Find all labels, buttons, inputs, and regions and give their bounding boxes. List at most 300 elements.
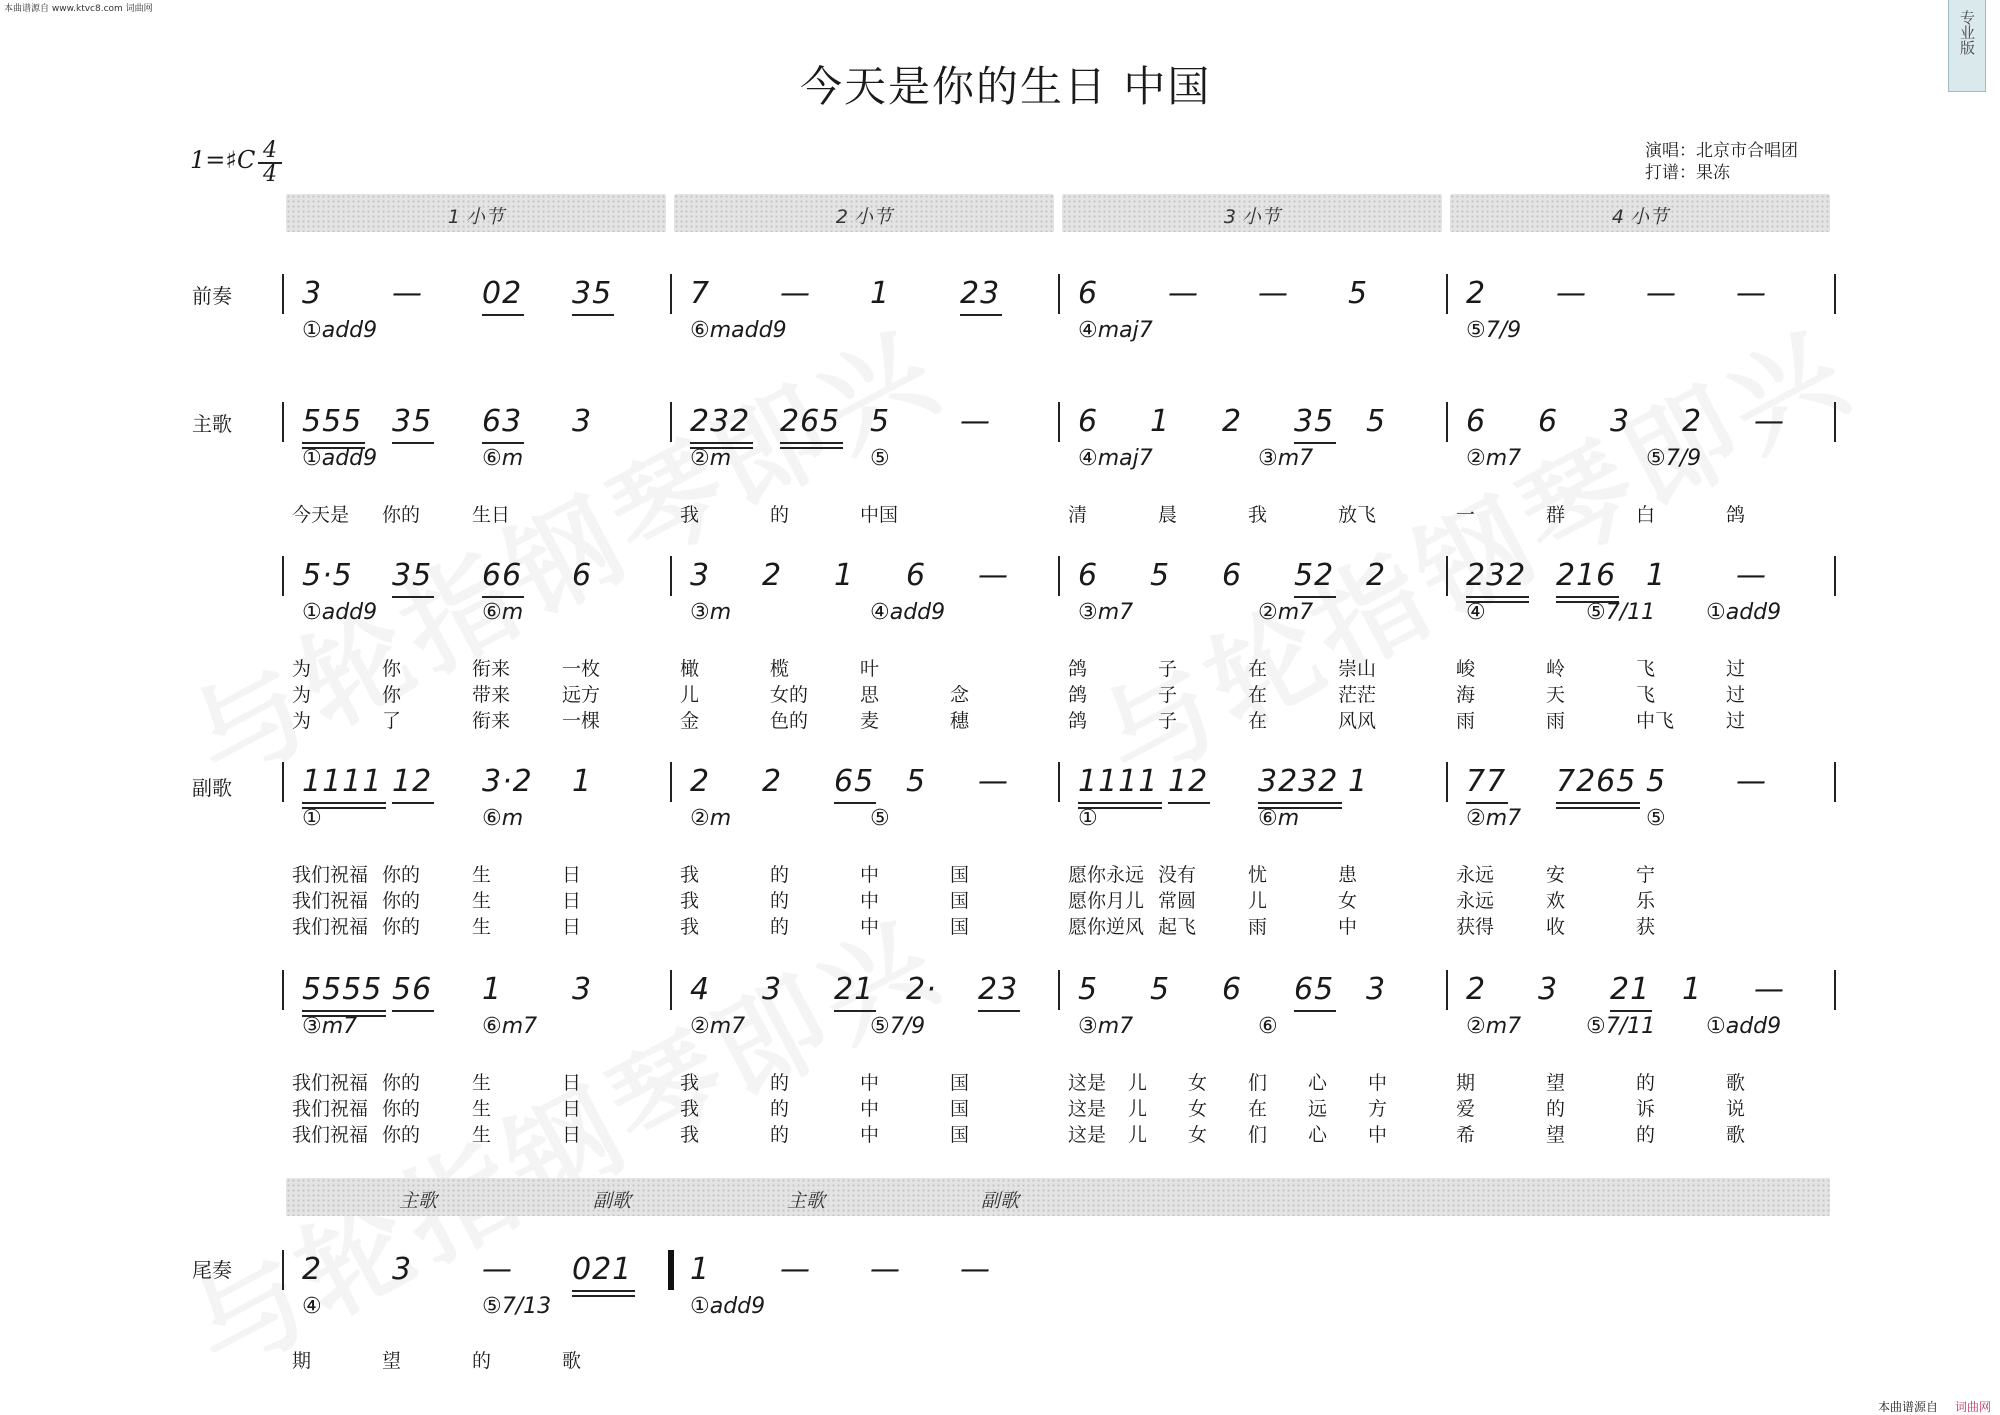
beam-underline bbox=[302, 442, 365, 444]
lyric-word: 收 bbox=[1546, 916, 1566, 938]
lyric-word: 远 bbox=[1308, 1098, 1328, 1120]
jianpu-note: 4 bbox=[690, 972, 711, 1007]
jianpu-note: 5 bbox=[1150, 972, 1171, 1007]
lyric-word: 你的 bbox=[382, 1124, 421, 1146]
lyric-word: 过 bbox=[1726, 684, 1746, 706]
professional-edition-stamp: 专业版 bbox=[1948, 0, 1986, 92]
beam-underline bbox=[1294, 442, 1336, 444]
source-note: 本曲谱源自 www.ktvc8.com 词曲网 bbox=[4, 4, 153, 14]
rest-dash: — bbox=[1258, 276, 1289, 311]
lyric-word: 中 bbox=[860, 916, 880, 938]
beam-underline bbox=[1556, 802, 1640, 804]
measure-label: 2 小节 bbox=[835, 206, 893, 228]
chord-symbol: ⑤7/9 bbox=[1466, 318, 1522, 343]
watermark bbox=[1071, 285, 1874, 812]
chord-symbol: ③m7 bbox=[1078, 600, 1134, 625]
lyric-word: 你的 bbox=[382, 1072, 421, 1094]
jianpu-note: 2 bbox=[762, 558, 783, 593]
jianpu-note: 23 bbox=[960, 276, 1001, 311]
lyric-word: 白 bbox=[1636, 504, 1656, 526]
jianpu-note: 5 bbox=[870, 404, 891, 439]
lyric-word: 念 bbox=[950, 684, 970, 706]
beam-underline bbox=[960, 314, 1002, 316]
jianpu-note: 35 bbox=[1294, 404, 1335, 439]
lyric-word: 色的 bbox=[770, 710, 809, 732]
lyric-word: 方 bbox=[1368, 1098, 1388, 1120]
lyric-word: 生 bbox=[472, 1072, 492, 1094]
chord-symbol: ①add9 bbox=[690, 1294, 766, 1319]
jianpu-note: 2 bbox=[1222, 404, 1243, 439]
lyric-word: 我们祝福 bbox=[292, 1124, 369, 1146]
jianpu-note: 3 bbox=[1538, 972, 1559, 1007]
jianpu-note: 66 bbox=[482, 558, 523, 593]
beam-underline bbox=[1294, 1010, 1336, 1012]
jianpu-note: 2 bbox=[1466, 972, 1487, 1007]
lyric-word: 愿你永远 bbox=[1068, 864, 1145, 886]
beam-underline bbox=[1466, 596, 1529, 598]
lyric-word: 这是 bbox=[1068, 1124, 1107, 1146]
lyric-word: 我 bbox=[680, 864, 700, 886]
lyric-word: 我 bbox=[680, 916, 700, 938]
lyric-word: 风风 bbox=[1338, 710, 1377, 732]
chord-symbol: ⑥m bbox=[1258, 806, 1300, 831]
beam-underline bbox=[302, 1010, 386, 1012]
jianpu-note: 216 bbox=[1556, 558, 1617, 593]
lyric-word: 我 bbox=[1248, 504, 1268, 526]
chord-symbol: ①add9 bbox=[1706, 600, 1782, 625]
jianpu-note: 1 bbox=[1682, 972, 1703, 1007]
jianpu-note: 3·2 bbox=[482, 764, 533, 799]
page-title: 今天是你的生日 中国 bbox=[800, 62, 1212, 111]
chord-symbol: ⑥m bbox=[482, 600, 524, 625]
chord-symbol: ⑤ bbox=[870, 806, 890, 831]
watermark bbox=[161, 285, 964, 812]
lyric-word: 国 bbox=[950, 1124, 970, 1146]
chord-symbol: ④maj7 bbox=[1078, 446, 1153, 471]
lyric-word: 儿 bbox=[1128, 1124, 1148, 1146]
barline bbox=[282, 970, 284, 1010]
lyric-word: 国 bbox=[950, 890, 970, 912]
barline bbox=[1834, 556, 1836, 596]
lyric-word: 我 bbox=[680, 1072, 700, 1094]
beam-underline bbox=[572, 314, 614, 316]
lyric-word: 峻 bbox=[1456, 658, 1476, 680]
lyric-word: 们 bbox=[1248, 1124, 1268, 1146]
jianpu-note: 65 bbox=[834, 764, 875, 799]
jianpu-note: 21 bbox=[1610, 972, 1651, 1007]
barline bbox=[1058, 762, 1060, 802]
beam-underline bbox=[834, 802, 876, 804]
chord-symbol: ⑤7/11 bbox=[1586, 600, 1656, 625]
rest-dash: — bbox=[960, 1252, 991, 1287]
jianpu-note: 63 bbox=[482, 404, 523, 439]
lyric-word: 鸽 bbox=[1068, 658, 1088, 680]
jianpu-note: 35 bbox=[572, 276, 613, 311]
lyric-word: 国 bbox=[950, 864, 970, 886]
rest-dash: — bbox=[978, 558, 1009, 593]
lyric-word: 永远 bbox=[1456, 890, 1495, 912]
barline bbox=[1446, 762, 1448, 802]
interlude-label: 副歌 bbox=[980, 1190, 1020, 1212]
rest-dash: — bbox=[1754, 404, 1785, 439]
barline bbox=[282, 1250, 284, 1290]
rest-dash: — bbox=[1646, 276, 1677, 311]
chord-symbol: ⑤7/11 bbox=[1586, 1014, 1656, 1039]
chord-symbol: ③m7 bbox=[1078, 1014, 1134, 1039]
beam-underline bbox=[1610, 1010, 1652, 1012]
jianpu-note: 1 bbox=[870, 276, 891, 311]
jianpu-note: 7265 bbox=[1556, 764, 1637, 799]
jianpu-note: 2 bbox=[1682, 404, 1703, 439]
lyric-word: 一 bbox=[1456, 504, 1476, 526]
jianpu-note: 02 bbox=[482, 276, 523, 311]
footer-site: 词曲网 bbox=[1955, 1400, 1992, 1414]
beam-underline bbox=[302, 802, 386, 804]
lyric-word: 远方 bbox=[562, 684, 601, 706]
barline bbox=[1446, 402, 1448, 442]
beam-underline bbox=[1258, 802, 1342, 804]
rest-dash: — bbox=[1736, 764, 1767, 799]
jianpu-note: 5 bbox=[1348, 276, 1369, 311]
jianpu-note: 77 bbox=[1466, 764, 1507, 799]
jianpu-note: 021 bbox=[572, 1252, 633, 1287]
lyric-word: 日 bbox=[562, 864, 582, 886]
jianpu-note: 2 bbox=[302, 1252, 323, 1287]
lyric-word: 一棵 bbox=[562, 710, 601, 732]
lyric-word: 女的 bbox=[770, 684, 809, 706]
lyric-word: 你的 bbox=[382, 916, 421, 938]
lyric-word: 望 bbox=[1546, 1072, 1566, 1094]
measure-label: 3 小节 bbox=[1223, 206, 1281, 228]
beam-underline bbox=[572, 1295, 635, 1297]
chord-symbol: ①add9 bbox=[1706, 1014, 1782, 1039]
chord-symbol: ②m bbox=[690, 446, 732, 471]
lyric-word: 的 bbox=[1546, 1098, 1566, 1120]
lyric-word: 清 bbox=[1068, 504, 1088, 526]
lyric-word: 你的 bbox=[382, 504, 421, 526]
jianpu-note: 1111 bbox=[302, 764, 383, 799]
barline bbox=[282, 556, 284, 596]
lyric-word: 晨 bbox=[1158, 504, 1178, 526]
chord-symbol: ③m7 bbox=[1258, 446, 1314, 471]
lyric-word: 获得 bbox=[1456, 916, 1495, 938]
jianpu-note: 6 bbox=[572, 558, 593, 593]
lyric-word: 你 bbox=[382, 684, 402, 706]
barline bbox=[670, 402, 672, 442]
chord-symbol: ⑥m7 bbox=[482, 1014, 538, 1039]
lyric-word: 雨 bbox=[1248, 916, 1268, 938]
beam-underline bbox=[1168, 802, 1210, 804]
jianpu-note: 1 bbox=[690, 1252, 711, 1287]
jianpu-note: 23 bbox=[978, 972, 1019, 1007]
lyric-word: 我们祝福 bbox=[292, 1098, 369, 1120]
lyric-word: 中飞 bbox=[1636, 710, 1675, 732]
lyric-word: 歌 bbox=[1726, 1072, 1746, 1094]
lyric-word: 女 bbox=[1188, 1124, 1208, 1146]
lyric-word: 飞 bbox=[1636, 684, 1656, 706]
jianpu-note: 6 bbox=[1222, 972, 1243, 1007]
lyric-word: 在 bbox=[1248, 658, 1268, 680]
barline bbox=[1446, 274, 1448, 314]
beam-underline bbox=[1078, 802, 1162, 804]
barline bbox=[670, 970, 672, 1010]
measure-label: 1 小节 bbox=[447, 206, 505, 228]
lyric-word: 们 bbox=[1248, 1072, 1268, 1094]
jianpu-note: 1 bbox=[1646, 558, 1667, 593]
lyric-word: 叶 bbox=[860, 658, 880, 680]
jianpu-note: 6 bbox=[1538, 404, 1559, 439]
lyric-word: 群 bbox=[1546, 504, 1566, 526]
lyric-word: 了 bbox=[382, 710, 402, 732]
lyric-word: 你的 bbox=[382, 1098, 421, 1120]
lyric-word: 中国 bbox=[860, 504, 899, 526]
jianpu-note: 35 bbox=[392, 404, 433, 439]
lyric-word: 的 bbox=[1636, 1124, 1656, 1146]
lyric-word: 今天是 bbox=[292, 504, 350, 526]
lyric-word: 岭 bbox=[1546, 658, 1566, 680]
chord-symbol: ③m bbox=[690, 600, 732, 625]
lyric-word: 穗 bbox=[950, 710, 970, 732]
jianpu-note: 5 bbox=[1078, 972, 1099, 1007]
lyric-word: 中 bbox=[860, 1124, 880, 1146]
section-label-prelude: 前奏 bbox=[192, 284, 232, 308]
lyric-word: 鸽 bbox=[1726, 504, 1746, 526]
jianpu-note: 3 bbox=[1366, 972, 1387, 1007]
lyric-word: 常圆 bbox=[1158, 890, 1197, 912]
barline bbox=[1058, 402, 1060, 442]
jianpu-note: 1 bbox=[1150, 404, 1171, 439]
jianpu-note: 6 bbox=[1222, 558, 1243, 593]
lyric-word: 金 bbox=[680, 710, 700, 732]
lyric-word: 日 bbox=[562, 916, 582, 938]
beam-underline bbox=[392, 442, 434, 444]
lyric-word: 心 bbox=[1308, 1124, 1328, 1146]
interlude-label: 主歌 bbox=[786, 1190, 826, 1212]
rest-dash: — bbox=[482, 1252, 513, 1287]
jianpu-note: 555 bbox=[302, 404, 363, 439]
chord-symbol: ②m7 bbox=[1258, 600, 1314, 625]
lyric-word: 中 bbox=[1368, 1124, 1388, 1146]
beam-underline bbox=[1556, 596, 1619, 598]
barline bbox=[670, 556, 672, 596]
beam-underline bbox=[392, 1010, 434, 1012]
lyric-word: 这是 bbox=[1068, 1098, 1107, 1120]
chord-symbol: ②m7 bbox=[690, 1014, 746, 1039]
chord-symbol: ⑤7/9 bbox=[870, 1014, 926, 1039]
lyric-word: 生 bbox=[472, 864, 492, 886]
lyric-word: 儿 bbox=[680, 684, 700, 706]
jianpu-note: 1 bbox=[482, 972, 503, 1007]
lyric-word: 愿你逆风 bbox=[1068, 916, 1145, 938]
lyric-word: 永远 bbox=[1456, 864, 1495, 886]
rest-dash: — bbox=[780, 276, 811, 311]
lyric-word: 衔来 bbox=[472, 710, 511, 732]
jianpu-note: 52 bbox=[1294, 558, 1335, 593]
jianpu-note: 5 bbox=[1150, 558, 1171, 593]
jianpu-note: 2 bbox=[1466, 276, 1487, 311]
interlude-band bbox=[286, 1178, 1830, 1216]
lyric-word: 我 bbox=[680, 1098, 700, 1120]
jianpu-note: 12 bbox=[392, 764, 433, 799]
barline bbox=[1058, 274, 1060, 314]
lyric-word: 期 bbox=[292, 1350, 312, 1372]
lyric-word: 的 bbox=[770, 1124, 790, 1146]
lyric-word: 在 bbox=[1248, 1098, 1268, 1120]
section-label-verse: 主歌 bbox=[192, 412, 232, 436]
lyric-word: 儿 bbox=[1128, 1098, 1148, 1120]
time-signature: 4 4 bbox=[258, 140, 282, 186]
lyric-word: 日 bbox=[562, 1124, 582, 1146]
lyric-word: 为 bbox=[292, 658, 312, 680]
lyric-word: 带来 bbox=[472, 684, 511, 706]
jianpu-note: 5 bbox=[906, 764, 927, 799]
lyric-word: 崇山 bbox=[1338, 658, 1377, 680]
lyric-word: 你的 bbox=[382, 864, 421, 886]
lyric-word: 乐 bbox=[1636, 890, 1656, 912]
rest-dash: — bbox=[1168, 276, 1199, 311]
lyric-word: 鸽 bbox=[1068, 684, 1088, 706]
lyric-word: 的 bbox=[770, 890, 790, 912]
lyric-word: 心 bbox=[1308, 1072, 1328, 1094]
lyric-word: 日 bbox=[562, 1098, 582, 1120]
lyric-word: 我们祝福 bbox=[292, 890, 369, 912]
jianpu-note: 2 bbox=[690, 764, 711, 799]
lyric-word: 日 bbox=[562, 890, 582, 912]
jianpu-note: 12 bbox=[1168, 764, 1209, 799]
chord-symbol: ④add9 bbox=[870, 600, 946, 625]
beam-underline bbox=[978, 1010, 1020, 1012]
lyric-word: 没有 bbox=[1158, 864, 1197, 886]
measure-label: 4 小节 bbox=[1611, 206, 1669, 228]
interlude-label: 副歌 bbox=[592, 1190, 632, 1212]
lyric-word: 我 bbox=[680, 1124, 700, 1146]
chord-symbol: ④ bbox=[302, 1294, 322, 1319]
chord-symbol: ⑥madd9 bbox=[690, 318, 787, 343]
chord-symbol: ① bbox=[1078, 806, 1098, 831]
beam-underline bbox=[572, 1290, 635, 1292]
lyric-word: 子 bbox=[1158, 684, 1178, 706]
rest-dash: — bbox=[960, 404, 991, 439]
lyric-word: 子 bbox=[1158, 658, 1178, 680]
lyric-word: 生 bbox=[472, 1098, 492, 1120]
lyric-word: 生日 bbox=[472, 504, 511, 526]
rest-dash: — bbox=[870, 1252, 901, 1287]
barline bbox=[1446, 556, 1448, 596]
beam-underline bbox=[1294, 596, 1336, 598]
chord-symbol: ②m7 bbox=[1466, 1014, 1522, 1039]
lyric-word: 生 bbox=[472, 916, 492, 938]
chord-symbol: ⑤7/13 bbox=[482, 1294, 552, 1319]
lyric-word: 海 bbox=[1456, 684, 1476, 706]
lyric-word: 望 bbox=[382, 1350, 402, 1372]
lyric-word: 的 bbox=[770, 1098, 790, 1120]
lyric-word: 我们祝福 bbox=[292, 916, 369, 938]
jianpu-note: 3 bbox=[392, 1252, 413, 1287]
beam-underline bbox=[392, 802, 434, 804]
lyric-word: 茫茫 bbox=[1338, 684, 1377, 706]
barline bbox=[670, 762, 672, 802]
interlude-label: 主歌 bbox=[398, 1190, 438, 1212]
key-signature: 1=♯C bbox=[190, 146, 256, 174]
singer-credit: 演唱：北京市合唱团 bbox=[1645, 141, 1798, 161]
lyric-word: 我 bbox=[680, 890, 700, 912]
jianpu-note: 6 bbox=[1078, 558, 1099, 593]
chord-symbol: ⑤ bbox=[1646, 806, 1666, 831]
lyric-word: 儿 bbox=[1248, 890, 1268, 912]
rest-dash: — bbox=[978, 764, 1009, 799]
beam-underline bbox=[482, 596, 524, 598]
chord-symbol: ②m7 bbox=[1466, 446, 1522, 471]
lyric-word: 子 bbox=[1158, 710, 1178, 732]
barline bbox=[1446, 970, 1448, 1010]
rest-dash: — bbox=[1736, 558, 1767, 593]
lyric-word: 说 bbox=[1726, 1098, 1746, 1120]
jianpu-note: 3 bbox=[762, 972, 783, 1007]
lyric-word: 女 bbox=[1188, 1098, 1208, 1120]
final-barline bbox=[668, 1250, 674, 1290]
lyric-word: 希 bbox=[1456, 1124, 1476, 1146]
lyric-word: 国 bbox=[950, 916, 970, 938]
jianpu-note: 3 bbox=[572, 404, 593, 439]
jianpu-note: 3 bbox=[302, 276, 323, 311]
lyric-word: 的 bbox=[770, 504, 790, 526]
lyric-word: 的 bbox=[472, 1350, 492, 1372]
lyric-word: 衔来 bbox=[472, 658, 511, 680]
jianpu-note: 6 bbox=[1078, 404, 1099, 439]
jianpu-note: 65 bbox=[1294, 972, 1335, 1007]
barline bbox=[1058, 556, 1060, 596]
lyric-word: 的 bbox=[770, 864, 790, 886]
chord-symbol: ⑥m bbox=[482, 446, 524, 471]
jianpu-note: 6 bbox=[1466, 404, 1487, 439]
lyric-word: 宁 bbox=[1636, 864, 1656, 886]
section-label-chorus: 副歌 bbox=[192, 776, 232, 800]
rest-dash: — bbox=[780, 1252, 811, 1287]
lyric-word: 过 bbox=[1726, 710, 1746, 732]
beam-underline bbox=[482, 314, 524, 316]
jianpu-note: 1 bbox=[1348, 764, 1369, 799]
lyric-word: 欢 bbox=[1546, 890, 1566, 912]
lyric-word: 日 bbox=[562, 1072, 582, 1094]
lyric-word: 思 bbox=[860, 684, 880, 706]
lyric-word: 天 bbox=[1546, 684, 1566, 706]
chord-symbol: ⑥ bbox=[1258, 1014, 1278, 1039]
jianpu-note: 1111 bbox=[1078, 764, 1159, 799]
jianpu-note: 56 bbox=[392, 972, 433, 1007]
lyric-word: 中 bbox=[1338, 916, 1358, 938]
jianpu-note: 232 bbox=[1466, 558, 1527, 593]
jianpu-note: 2 bbox=[1366, 558, 1387, 593]
lyric-word: 生 bbox=[472, 890, 492, 912]
lyric-word: 爱 bbox=[1456, 1098, 1476, 1120]
lyric-word: 为 bbox=[292, 710, 312, 732]
lyric-word: 过 bbox=[1726, 658, 1746, 680]
rest-dash: — bbox=[392, 276, 423, 311]
lyric-word: 飞 bbox=[1636, 658, 1656, 680]
chord-symbol: ①add9 bbox=[302, 318, 378, 343]
beam-underline bbox=[780, 447, 843, 449]
jianpu-note: 21 bbox=[834, 972, 875, 1007]
lyric-word: 生 bbox=[472, 1124, 492, 1146]
beam-underline bbox=[834, 1010, 876, 1012]
lyric-word: 在 bbox=[1248, 684, 1268, 706]
lyric-word: 你的 bbox=[382, 890, 421, 912]
lyric-word: 愿你月儿 bbox=[1068, 890, 1145, 912]
lyric-word: 我们祝福 bbox=[292, 864, 369, 886]
jianpu-note: 3 bbox=[1610, 404, 1631, 439]
rest-dash: — bbox=[1736, 276, 1767, 311]
lyric-word: 这是 bbox=[1068, 1072, 1107, 1094]
